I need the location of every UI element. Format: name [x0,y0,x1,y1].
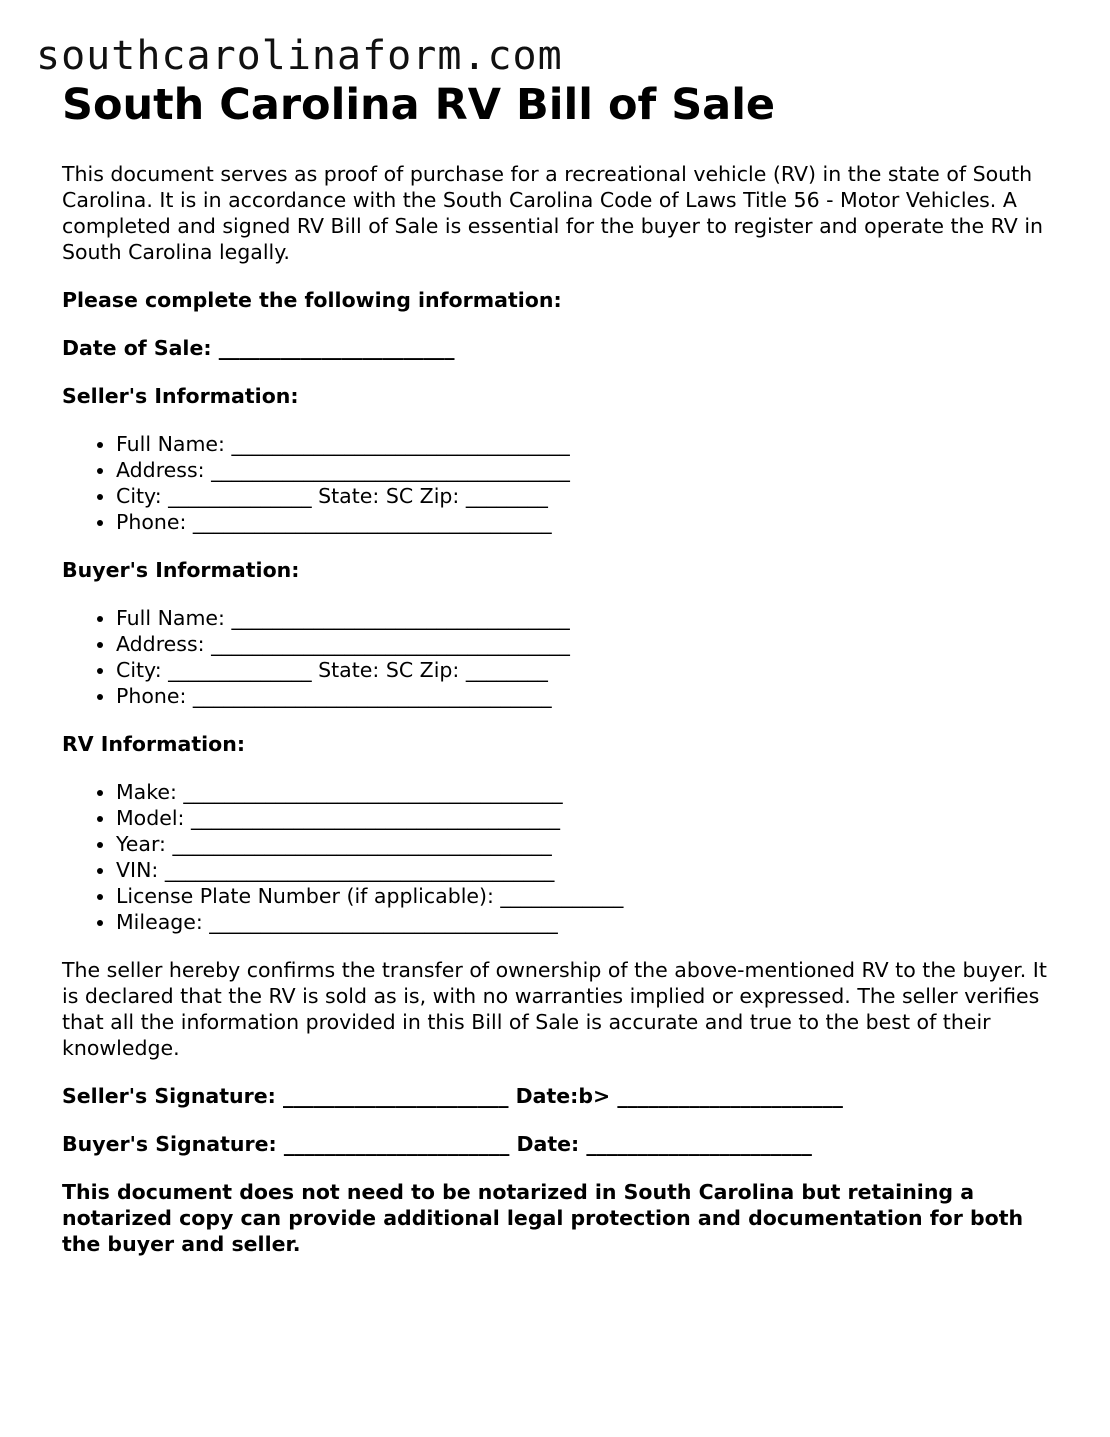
seller-info-heading: Seller's Information: [62,384,299,408]
rv-vin-field[interactable]: • VIN: ______________________________________ [116,857,1052,883]
rv-license-plate-field[interactable]: • License Plate Number (if applicable): ____________ [116,883,1052,909]
rv-info-list [62,779,1052,935]
seller-full-name-field[interactable]: • Full Name: _________________________________ [116,431,1052,457]
seller-signature-line[interactable]: Seller's Signature: ______________________ Date:b> ______________________ [62,1084,843,1108]
bill-of-sale-document [62,78,1052,1257]
notarization-notice: This document does not need to be notarized in South Carolina but retaining a notarized copy can provide additional legal protection and documentation for both the buyer and seller. [62,1180,1024,1256]
buyer-city-state-zip-field[interactable]: • City: ______________ State: SC Zip: ________ [116,657,1052,683]
seller-phone-field[interactable]: • Phone: ___________________________________ [116,509,1052,535]
seller-info-list [62,431,1052,535]
buyer-info-heading: Buyer's Information: [62,558,300,582]
document-title: South Carolina RV Bill of Sale [62,80,776,130]
buyer-full-name-field[interactable]: • Full Name: _________________________________ [116,605,1052,631]
buyer-phone-field[interactable]: • Phone: ___________________________________ [116,683,1052,709]
site-watermark: southcarolinaform.com [36,33,563,79]
buyer-info-list [62,605,1052,709]
date-of-sale-field[interactable]: Date of Sale: _______________________ [62,336,455,360]
rv-make-field[interactable]: • Make: _____________________________________ [116,779,1052,805]
seller-address-field[interactable]: • Address: ___________________________________ [116,457,1052,483]
rv-mileage-field[interactable]: • Mileage: __________________________________ [116,909,1052,935]
rv-model-field[interactable]: • Model: ____________________________________ [116,805,1052,831]
buyer-signature-line[interactable]: Buyer's Signature: ______________________ Date: ______________________ [62,1132,812,1156]
intro-paragraph: This document serves as proof of purchase for a recreational vehicle (RV) in the state of South Carolina. It is in accordance with the South Carolina Code of Laws Title 56 - Motor Vehicles. A completed and signed RV Bill of Sale is essential for the buyer to register and operate the RV in South Carolina legally. [62,162,1044,264]
rv-info-heading: RV Information: [62,732,246,756]
instructions-prompt: Please complete the following information: [62,288,562,312]
declaration-paragraph: The seller hereby confirms the transfer of ownership of the above-mentioned RV to the buyer. It is declared that the RV is sold as is, with no warranties implied or expressed. The seller verifies that all the information provided in this Bill of Sale is accurate and true to the best of their knowledge. [62,958,1047,1060]
rv-year-field[interactable]: • Year: _____________________________________ [116,831,1052,857]
seller-city-state-zip-field[interactable]: • City: ______________ State: SC Zip: ________ [116,483,1052,509]
buyer-address-field[interactable]: • Address: ___________________________________ [116,631,1052,657]
